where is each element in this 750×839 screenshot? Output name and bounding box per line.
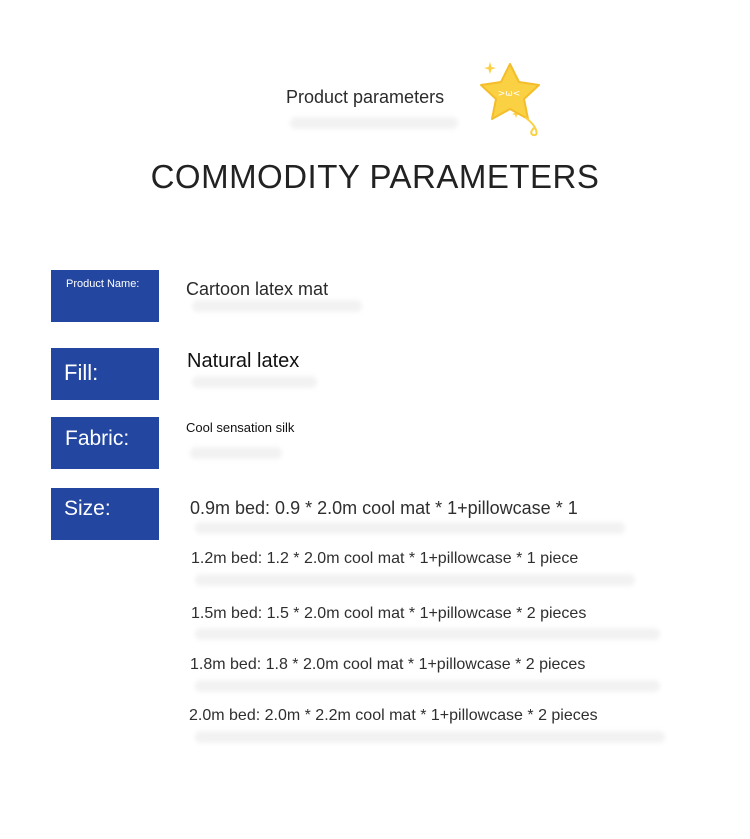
faded-text-shadow xyxy=(195,574,635,586)
size-item: 1.8m bed: 1.8 * 2.0m cool mat * 1+pillowcase * 2 pieces xyxy=(190,656,586,673)
faded-text-shadow xyxy=(195,522,625,534)
label-product-name: Product Name: xyxy=(51,270,159,322)
faded-text-shadow xyxy=(190,447,282,459)
section-subtitle: Product parameters xyxy=(286,87,445,107)
size-item: 0.9m bed: 0.9 * 2.0m cool mat * 1+pillowcase * 1 xyxy=(190,498,578,518)
star-mascot-icon xyxy=(476,58,552,140)
value-fill: Natural latex xyxy=(187,350,300,372)
value-fabric: Cool sensation silk xyxy=(186,420,295,435)
faded-text-shadow xyxy=(195,680,660,692)
value-product-name: Cartoon latex mat xyxy=(186,279,329,299)
label-size: Size: xyxy=(51,488,159,540)
size-item: 1.5m bed: 1.5 * 2.0m cool mat * 1+pillowcase * 2 pieces xyxy=(191,605,587,622)
faded-text-shadow xyxy=(195,731,665,743)
faded-text-shadow xyxy=(195,628,660,640)
size-item: 1.2m bed: 1.2 * 2.0m cool mat * 1+pillowcase * 1 piece xyxy=(191,550,579,567)
svg-text:>ω<: >ω< xyxy=(497,89,521,99)
label-fabric: Fabric: xyxy=(51,417,159,469)
faded-text-shadow xyxy=(192,376,317,388)
page-title: COMMODITY PARAMETERS xyxy=(150,158,600,195)
faded-text-shadow xyxy=(192,300,362,312)
label-fill: Fill: xyxy=(51,348,159,400)
faded-text-shadow xyxy=(290,117,458,129)
size-item: 2.0m bed: 2.0m * 2.2m cool mat * 1+pillowcase * 2 pieces xyxy=(189,707,598,724)
